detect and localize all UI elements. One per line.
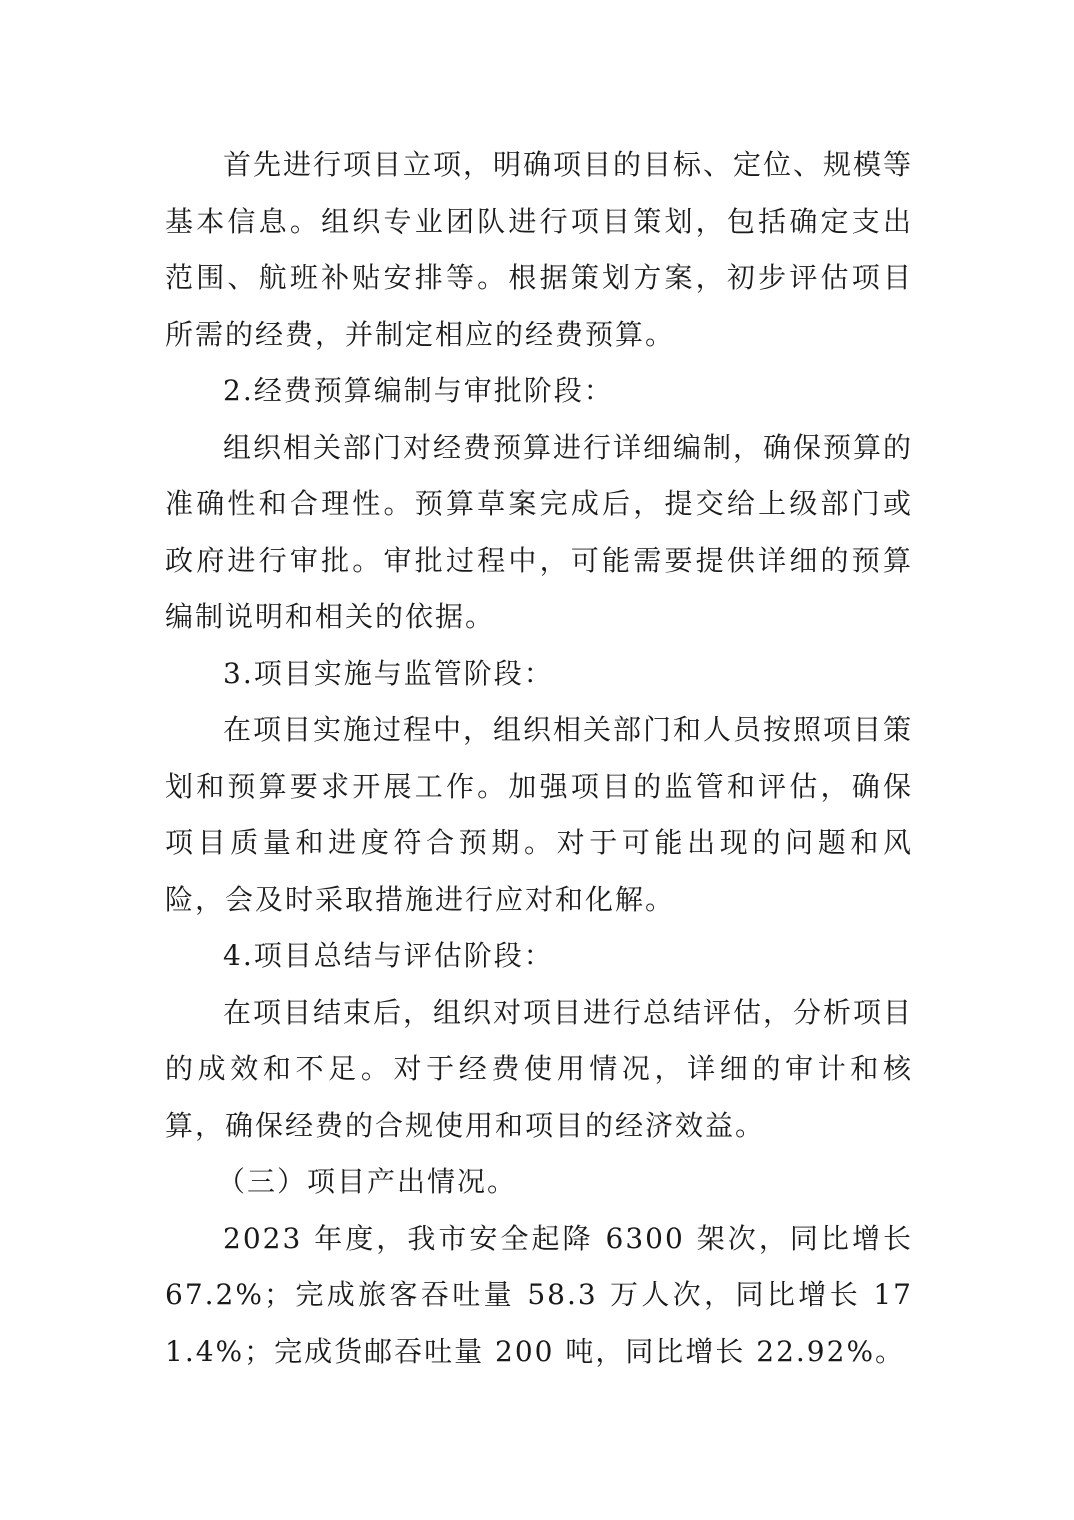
paragraph-summary-evaluation: 在项目结束后，组织对项目进行总结评估，分析项目的成效和不足。对于经费使用情况，详细的审计和核算，确保经费的合规使用和项目的经济效益。 [165, 995, 914, 1142]
heading-implementation: 3.项目实施与监管阶段： [223, 656, 554, 690]
paragraph-project-initiation: 首先进行项目立项，明确项目的目标、定位、规模等基本信息。组织专业团队进行项目策划，包括确定支出范围、航班补贴安排等。根据策划方案，初步评估项目所需的经费，并制定相应的经费预算。 [165, 148, 914, 351]
heading-summary-evaluation: 4.项目总结与评估阶段： [223, 939, 554, 972]
heading-project-output: （三）项目产出情况。 [217, 1165, 518, 1198]
document-body [165, 137, 913, 1380]
heading-budget-preparation: 2.经费预算编制与审批阶段： [223, 374, 614, 407]
paragraph-project-output: 2023 年度，我市安全起降 6300 架次，同比增长 67.2%；完成旅客吞吐量 58.3 万人次，同比增长 171.4%；完成货邮吞吐量 200 吨，同比增长 22.92%。 [165, 1221, 913, 1368]
paragraph-budget-preparation: 组织相关部门对经费预算进行详细编制，确保预算的准确性和合理性。预算草案完成后，提交给上级部门或政府进行审批。审批过程中，可能需要提供详细的预算编制说明和相关的依据。 [165, 430, 914, 633]
paragraph-implementation: 在项目实施过程中，组织相关部门和人员按照项目策划和预算要求开展工作。加强项目的监管和评估，确保项目质量和进度符合预期。对于可能出现的问题和风险，会及时采取措施进行应对和化解。 [165, 713, 914, 916]
